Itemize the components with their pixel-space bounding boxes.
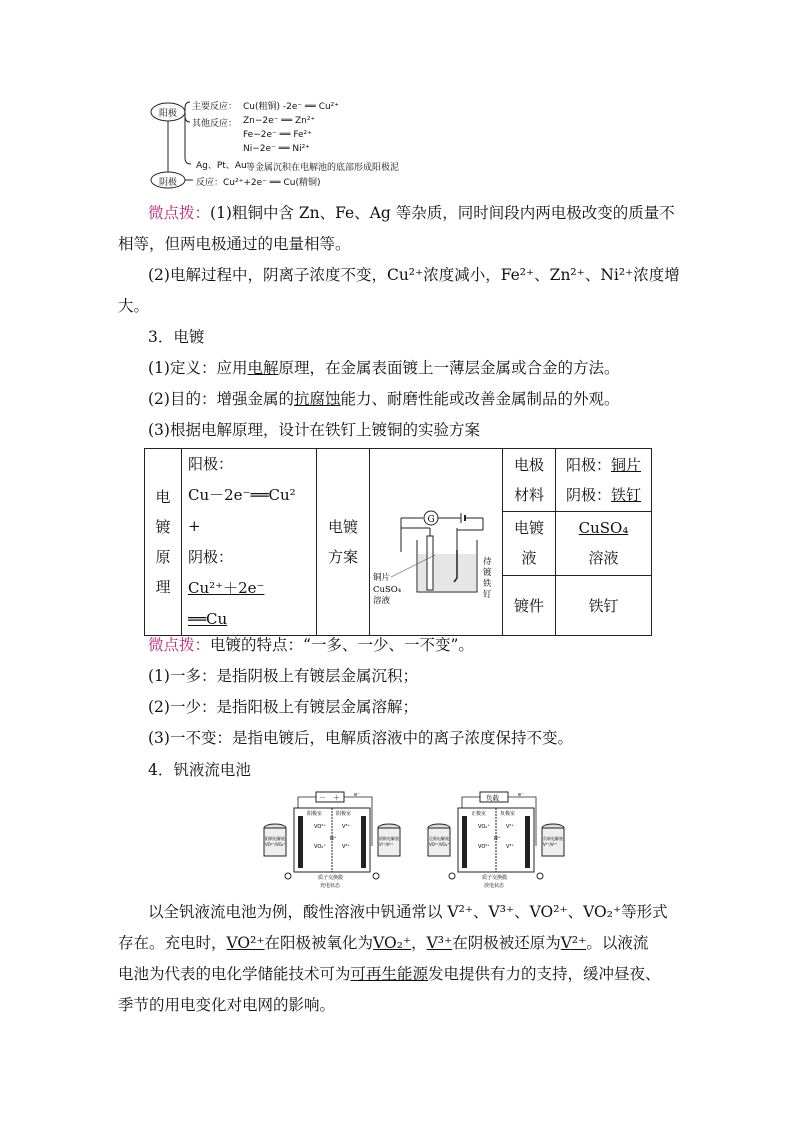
p2-a: 存在。充电时，: [118, 934, 227, 952]
para-line-3: [118, 964, 678, 984]
discharge-state: 放电状态: [484, 883, 505, 889]
left-tank-label-2: VO²⁺/VO₂⁺: [265, 842, 286, 847]
electrolyte-value-1: CuSO₄: [578, 519, 629, 538]
plated-label: 镀件: [503, 575, 556, 635]
anode-brace: [185, 102, 190, 122]
load-label: 负载: [486, 794, 499, 802]
cathode-label-cell: 阴极：: [188, 548, 234, 566]
anode-room: 阳极室: [307, 811, 323, 817]
plated-value: 铁钉: [556, 575, 652, 635]
principle-char-4: 理: [155, 578, 171, 596]
tip2-text: 电镀的特点：“一多、一少、一不变”。: [210, 636, 474, 654]
cathode-reaction: 反应：Cu²⁺+2e⁻ ══ Cu(精铜): [196, 178, 321, 188]
electrolyte-value-2: 溶液: [588, 549, 619, 568]
anode-label: 阳极: [159, 109, 178, 119]
p2-d: 在阴极被还原为: [452, 934, 561, 952]
tip1-label: 微点拨：: [148, 204, 211, 222]
copper-label: 铜片: [373, 573, 391, 583]
tip2-item-2: (2)一少：是指阳极上有镀层金属溶解；: [148, 698, 418, 716]
copper-plate: [427, 536, 433, 590]
p2-e: 。以液流: [586, 934, 649, 952]
neg-room: 负极室: [500, 811, 516, 817]
mud-metals: Ag、Pt、Au: [196, 161, 247, 171]
anode-material-label: 阳极：: [565, 456, 611, 475]
principle-char-2: 镀: [155, 518, 171, 536]
right-tank-label: 阴极电解液: [379, 836, 399, 841]
pos-room: 正极室: [471, 811, 487, 817]
definition-line: [148, 358, 708, 378]
right-pump-icon: [373, 873, 379, 879]
purpose-pre: (2)目的：增强金属的: [148, 390, 294, 408]
design-line: (3)根据电解原理，设计在铁钉上镀铜的实验方案: [148, 421, 480, 439]
cathode-electrode: [361, 816, 366, 868]
anode-material: 铜片: [611, 456, 642, 475]
d-right-tank-label: 负极电解液: [543, 836, 563, 841]
other-reaction-zn: Zn−2e⁻ ══ Zn²⁺: [243, 116, 316, 126]
electrode-material-label-2: 材料: [513, 486, 544, 505]
main-reaction-label: 主要反应：: [192, 102, 238, 112]
para-line-2: [118, 933, 678, 953]
purpose-underlined: 抗腐蚀: [293, 390, 341, 408]
p2-u3: V³⁺: [426, 934, 453, 952]
tip1-line4: 大。: [118, 297, 150, 315]
para-line-4: 季节的用电变化对电网的影响。: [118, 996, 336, 1014]
p2-c: ，: [411, 934, 427, 952]
d-left-tank-label-2: VO²⁺/VO₂⁺: [429, 842, 450, 847]
p3-b: 发电提供有力的支持，缓冲昼夜、: [428, 965, 661, 983]
tip1-text-1: (1)粗铜中含 Zn、Fe、Ag 等杂质，同时间段内两电极改变的质量不: [210, 204, 675, 222]
charge-state: 充电状态: [320, 883, 341, 889]
d-ion-1: VO₂⁺: [478, 824, 490, 830]
other-reaction-label: 其他反应：: [192, 119, 238, 129]
electrolyte-label-1: 电镀: [513, 519, 544, 538]
p2-u2: VO₂⁺: [373, 934, 412, 952]
discharge-membrane: 质子交换膜: [482, 875, 508, 881]
para-line-1: 以全钒液流电池为例，酸性溶液中钒通常以 V²⁺、V³⁺、VO²⁺、VO₂⁺等形式: [148, 903, 668, 921]
solution-label-1: CuSO₄: [373, 585, 402, 595]
discharge-e: e⁻: [518, 792, 524, 798]
nail-label-4: 钉: [483, 590, 492, 600]
section4-heading: 4．钒液流电池: [148, 761, 251, 779]
ion-3: H⁺: [330, 836, 337, 842]
cathode-eq-1: Cu²⁺＋2e⁻: [188, 579, 265, 597]
purpose-post: 能力、耐磨性能或改善金属制品的外观。: [340, 390, 620, 408]
anode-label-cell: 阳极：: [188, 455, 234, 473]
plan-cell: [317, 449, 370, 636]
d-right-pump-icon: [537, 873, 543, 879]
tip1-line1: [148, 203, 708, 223]
principle-char-3: 原: [155, 548, 171, 566]
ion-2: VO₂⁺: [314, 844, 326, 850]
d-left-tank-label: 正极电解液: [429, 836, 449, 841]
def-underlined: 电解: [247, 359, 279, 377]
d-ion-3: H⁺: [494, 836, 501, 842]
electroplating-table: [144, 448, 652, 636]
nail-label-3: 铁: [483, 579, 492, 589]
p2-u4: V²⁺: [560, 934, 587, 952]
other-reaction-fe: Fe−2e⁻ ══ Fe²⁺: [243, 130, 312, 140]
def-pre: (1)定义：应用: [148, 359, 248, 377]
cathode-eq-2: ══Cu: [188, 610, 228, 628]
ion-1: VO²⁺: [314, 824, 326, 830]
plan-label-2: 方案: [327, 548, 358, 566]
principle-char-1: 电: [155, 488, 171, 506]
tip2-line: [148, 635, 708, 655]
p3-a: 电池为代表的电化学储能技术可为: [118, 965, 351, 983]
plating-apparatus-svg: [371, 480, 501, 606]
p3-u: 可再生能源: [350, 965, 429, 983]
tip1-line3: (2)电解过程中，阴离子浓度不变，Cu²⁺浓度减小，Fe²⁺、Zn²⁺、Ni²⁺浓度增: [148, 266, 680, 284]
d-ion-5: V³⁺: [506, 844, 515, 850]
charge-membrane: 质子交换膜: [318, 875, 344, 881]
electrode-material-values: [556, 449, 652, 512]
tip1-line2: 相等，但两电极通过的电量相等。: [118, 235, 351, 253]
section3-heading: 3．电镀: [148, 328, 205, 346]
p2-u1: VO²⁺: [226, 934, 265, 952]
electrode-material-label-1: 电极: [513, 456, 544, 475]
p2-b: 在阳极被氧化为: [264, 934, 374, 952]
charge-e-right: e⁻: [354, 792, 360, 798]
power-label: － ＋: [319, 794, 340, 802]
electrolyte-label-2: 液: [521, 549, 537, 568]
galvanometer-label: G: [427, 515, 435, 525]
anode-eq-2: +: [188, 517, 201, 535]
ion-5: V²⁺: [342, 844, 351, 850]
cathode-material: 铁钉: [611, 486, 642, 505]
electrolyte-label: [503, 512, 556, 575]
cathode-label: 阴极: [159, 178, 178, 188]
plan-label-1: 电镀: [327, 518, 358, 536]
tip2-item-3: (3)一不变：是指电镀后，电解质溶液中的离子浓度保持不变。: [148, 729, 573, 747]
principle-cell: [145, 449, 182, 636]
nail-label-1: 待: [483, 557, 492, 567]
d-ion-2: VO²⁺: [478, 844, 490, 850]
cathode-room: 阴极室: [336, 811, 352, 817]
d-right-tank-label-2: V³⁺/V²⁺: [543, 842, 558, 847]
positive-electrode: [462, 816, 467, 868]
main-reaction: Cu(粗铜) -2e⁻ ══ Cu²⁺: [243, 102, 340, 112]
d-left-pump-icon: [449, 873, 455, 879]
tip2-label: 微点拨：: [148, 636, 211, 654]
right-tank-label-2: V³⁺/V²⁺: [379, 842, 394, 847]
ion-4: V³⁺: [342, 824, 351, 830]
plating-diagram-cell: [370, 449, 503, 636]
negative-electrode: [525, 816, 530, 868]
left-tank-label: 阳极电解液: [265, 836, 285, 841]
left-pump-icon: [285, 873, 291, 879]
tip2-item-1: (1)一多：是指阴极上有镀层金属沉积；: [148, 667, 418, 685]
nail-label-2: 镀: [483, 568, 492, 578]
anode-eq-1: Cu－2e⁻══Cu²: [188, 486, 296, 504]
reaction-cell: [182, 449, 317, 636]
electrolyte-value: [556, 512, 652, 575]
purpose-line: [148, 389, 708, 409]
cathode-material-label: 阴极：: [565, 486, 611, 505]
d-ion-4: V²⁺: [506, 824, 515, 830]
charge-diagram: [262, 790, 402, 890]
anode-electrode: [298, 816, 303, 868]
discharge-diagram: [426, 790, 566, 890]
mud-text: 等金属沉积在电解池的底部形成阳极泥: [246, 163, 400, 173]
solution-label-2: 溶液: [373, 596, 391, 606]
electrode-material-label: [503, 449, 556, 512]
other-reaction-ni: Ni−2e⁻ ══ Ni²⁺: [243, 144, 310, 154]
def-post: 原理，在金属表面镀上一薄层金属或合金的方法。: [278, 359, 620, 377]
